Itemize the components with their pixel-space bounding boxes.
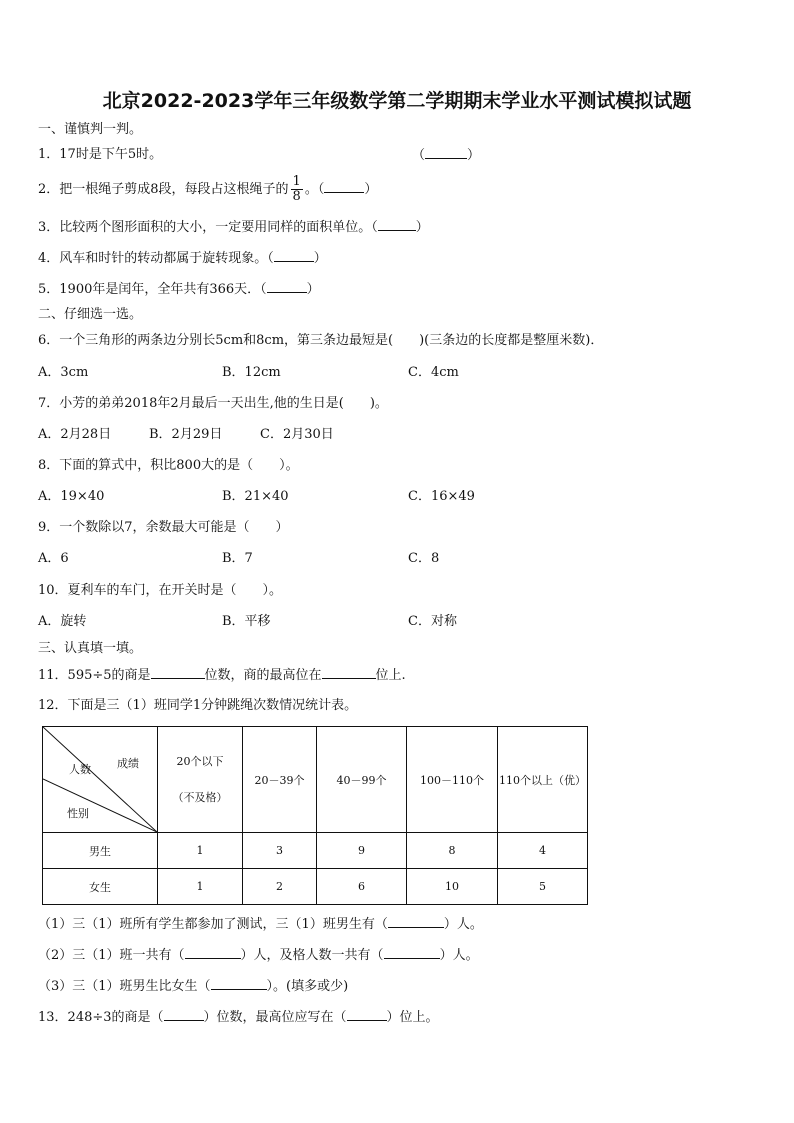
q10-option-b[interactable]: B．平移 bbox=[222, 614, 271, 629]
q9-option-c[interactable]: C．8 bbox=[408, 551, 440, 566]
q9-option-a[interactable]: A．6 bbox=[38, 551, 69, 566]
question-12-part-2: （2）三（1）班一共有（ ）人，及格人数一共有（ ）人。 bbox=[38, 948, 479, 963]
question-12: 12．下面是三（1）班同学1分钟跳绳次数情况统计表。 bbox=[38, 698, 358, 713]
table-cell: 5 bbox=[498, 869, 588, 905]
corner-label-score: 成绩 bbox=[117, 757, 139, 770]
question-13: 13．248÷3的商是（ ）位数，最高位应写在（ ）位上。 bbox=[38, 1010, 439, 1025]
answer-blank[interactable] bbox=[267, 280, 307, 293]
question-1 bbox=[38, 146, 162, 164]
answer-blank[interactable] bbox=[274, 249, 314, 262]
table-header-row bbox=[43, 727, 588, 833]
answer-blank[interactable] bbox=[378, 218, 416, 231]
table-cell: 10 bbox=[407, 869, 498, 905]
section-heading-2: 二、仔细选一选。 bbox=[38, 307, 143, 322]
question-1-text: 1．17时是下午5时。 bbox=[38, 147, 163, 162]
question-1-answer[interactable]: （ ） bbox=[412, 148, 481, 163]
q8-option-c[interactable]: C．16×49 bbox=[408, 489, 475, 504]
question-8: 8．下面的算式中，积比800大的是（ ）。 bbox=[38, 458, 299, 473]
table-cell: 8 bbox=[407, 833, 498, 869]
table-cell: 9 bbox=[317, 833, 407, 869]
q7-option-a[interactable]: A．2月28日 bbox=[38, 427, 112, 442]
table-row-label: 女生 bbox=[43, 869, 158, 905]
section-heading-1: 一、谨慎判一判。 bbox=[38, 122, 143, 137]
q6-option-a[interactable]: A．3cm bbox=[38, 365, 89, 380]
question-12-part-1: （1）三（1）班所有学生都参加了测试，三（1）班男生有（ ）人。 bbox=[38, 917, 483, 932]
q6-option-c[interactable]: C．4cm bbox=[408, 365, 459, 380]
table-column-header: 20－39个 bbox=[243, 727, 317, 833]
answer-blank[interactable] bbox=[384, 946, 440, 959]
answer-blank[interactable] bbox=[185, 946, 241, 959]
diagonal-lines bbox=[43, 727, 157, 832]
answer-blank[interactable] bbox=[151, 666, 205, 679]
table-cell: 1 bbox=[158, 869, 243, 905]
q10-option-c[interactable]: C．对称 bbox=[408, 614, 457, 629]
answer-blank[interactable] bbox=[388, 915, 444, 928]
table-cell: 4 bbox=[498, 833, 588, 869]
question-9: 9．一个数除以7，余数最大可能是（ ） bbox=[38, 520, 289, 535]
question-6: 6．一个三角形的两条边分别长5cm和8cm，第三条边最短是( )(三条边的长度都是整厘米数)． bbox=[38, 333, 604, 348]
table-column-header: 40－99个 bbox=[317, 727, 407, 833]
question-10: 10．夏利车的车门，在开关时是（ ）。 bbox=[38, 583, 283, 598]
q7-option-c[interactable]: C．2月30日 bbox=[260, 427, 334, 442]
question-5: 5．1900年是闰年，全年共有366天．（ ） bbox=[38, 282, 320, 297]
question-11: 11．595÷5的商是 位数，商的最高位在 位上. bbox=[38, 668, 406, 683]
table-column-header: 110个以上（优） bbox=[498, 727, 588, 833]
q9-option-b[interactable]: B．7 bbox=[222, 551, 253, 566]
table-row-label: 男生 bbox=[43, 833, 158, 869]
corner-label-count: 人数 bbox=[69, 763, 91, 776]
fraction-one-eighth: $\frac{1}{8}$ bbox=[292, 174, 301, 204]
q10-option-a[interactable]: A．旋转 bbox=[38, 614, 87, 629]
table-column-header: 20个以下 （不及格） bbox=[158, 727, 243, 833]
page-title: 北京2022-2023学年三年级数学第二学期期末学业水平测试模拟试题 bbox=[102, 90, 692, 112]
section-heading-3: 三、认真填一填。 bbox=[38, 641, 143, 656]
q8-option-a[interactable]: A．19×40 bbox=[38, 489, 105, 504]
question-12-part-3: （3）三（1）班男生比女生（ ）。(填多或少) bbox=[38, 979, 349, 994]
answer-blank[interactable] bbox=[324, 180, 364, 193]
table-cell: 2 bbox=[243, 869, 317, 905]
question-7: 7．小芳的弟弟2018年2月最后一天出生,他的生日是( )。 bbox=[38, 396, 388, 411]
answer-blank[interactable] bbox=[347, 1008, 387, 1021]
q6-option-b[interactable]: B．12cm bbox=[222, 365, 281, 380]
question-3: 3．比较两个图形面积的大小，一定要用同样的面积单位。（ ） bbox=[38, 220, 429, 235]
answer-blank[interactable] bbox=[211, 977, 267, 990]
question-4: 4．风车和时针的转动都属于旋转现象。（ ） bbox=[38, 251, 327, 266]
table-row bbox=[43, 833, 588, 869]
table-cell: 3 bbox=[243, 833, 317, 869]
answer-blank[interactable] bbox=[425, 146, 467, 159]
jump-rope-stats-table bbox=[42, 726, 588, 905]
answer-blank[interactable] bbox=[322, 666, 376, 679]
corner-label-gender: 性别 bbox=[67, 807, 89, 820]
table-column-header: 100－110个 bbox=[407, 727, 498, 833]
table-cell: 1 bbox=[158, 833, 243, 869]
answer-blank[interactable] bbox=[164, 1008, 204, 1021]
table-corner-header bbox=[43, 727, 158, 833]
q7-option-b[interactable]: B．2月29日 bbox=[149, 427, 223, 442]
table-cell: 6 bbox=[317, 869, 407, 905]
table-row bbox=[43, 869, 588, 905]
q8-option-b[interactable]: B．21×40 bbox=[222, 489, 289, 504]
question-2: 2．把一根绳子剪成8段，每段占这根绳子的 $\frac{1}{8}$ 。（ ） bbox=[38, 174, 378, 204]
